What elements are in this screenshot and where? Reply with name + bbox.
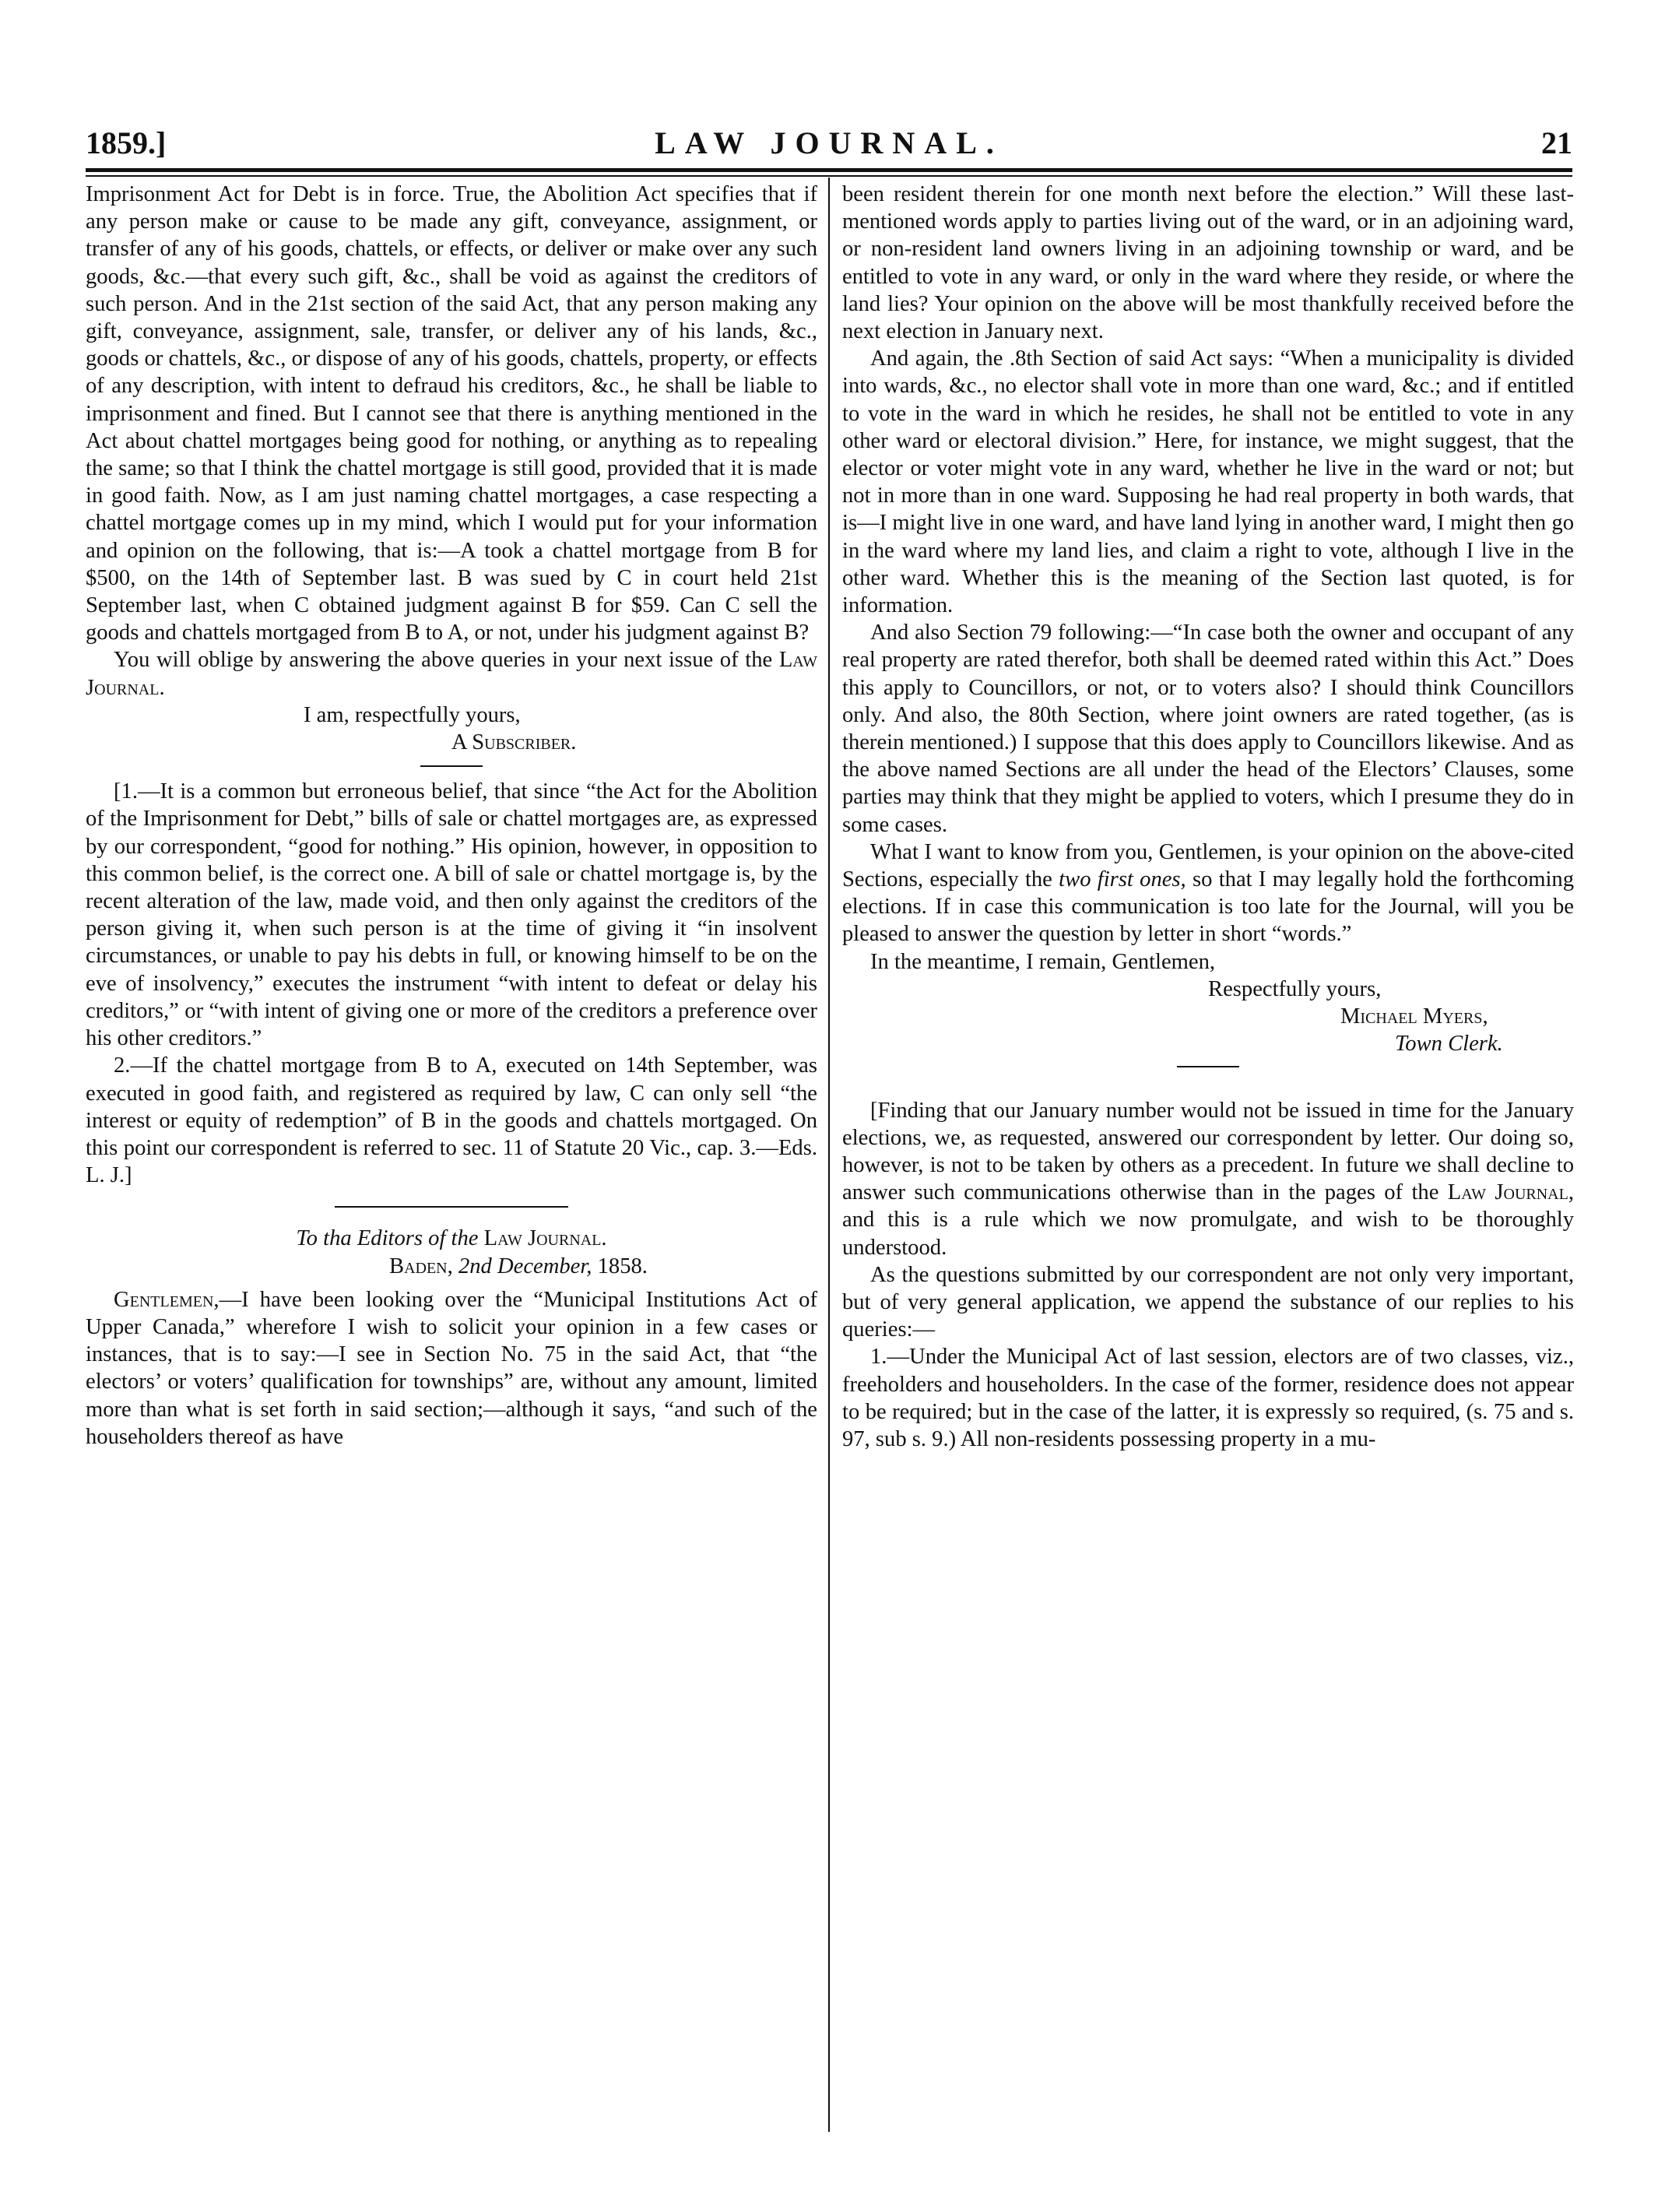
letter2-address-text: To tha Editors of the	[296, 1226, 484, 1251]
separator-rule	[1177, 1066, 1239, 1067]
letter2-dateline	[86, 1253, 817, 1280]
right-column	[842, 181, 1574, 2127]
letter2-body	[86, 1286, 817, 1451]
letter2-address	[86, 1225, 817, 1252]
editors-note-text-a: [Finding that our January number would not be issued in time for the January elections, we, as requested, answered our correspondent by letter. Our doing so, however, is not to be taken by others as a precedent. In future we shall decline to answer such communications otherwise than in the pages of the	[842, 1098, 1574, 1205]
letter1-body: Imprisonment Act for Debt is in force. True, the Abolition Act specifies that if any person make or cause to be made any gift, conveyance, assignment, or transfer of any of his goods, chattels, or effects, or deliver or make over any such goods, &c.—that every such gift, &c., shall be void as against the creditors of such person. And in the 21st section of the said Act, that any person making any gift, conveyance, assignment, sale, transfer, or deliver any of his lands, &c., goods or chattels, &c., or dispose of any of his goods, chattels, property, or effects of any description, with intent to defraud his creditors, &c., he shall be liable to imprisonment and fined. But I cannot see that there is anything mentioned in the Act about chattel mortgages being good for nothing, or anything as to repealing the same; so that I think the chattel mortgage is still good, provided that it is made in good faith. Now, as I am just naming chattel mortgages, a case respecting a chattel mortgage comes up in my mind, which I would put for your information and opinion on the following, that is:—A took a chattel mortgage from B for $500, on the 14th of September last. B was sued by C in court held 21st September last, when C obtained judgment against B for $59. Can C sell the goods and chattels mortgaged from B to A, or not, under his judgment against B?	[86, 182, 817, 645]
left-column	[86, 181, 817, 2127]
header-rule-thin	[86, 175, 1572, 177]
editors-note-text-b: and this is a rule which we now promulgate, and wish to be thoroughly understood.	[842, 1208, 1574, 1260]
header-year: 1859.]	[86, 125, 167, 160]
column-divider	[828, 178, 830, 2132]
editors-reply-1: [1.—It is a common but erroneous belief, that since “the Act for the Abolition of the Imprisonment for Debt,” bills of sale or chattel mortgages are, as expressed by our correspondent, “good for nothing.” His opinion, however, in opposition to this common belief, is the correct one. A bill of sale or chattel mortgage is, by the recent alteration of the law, made void, and then only against the creditors of the person giving it, when such person is at the time of giving it “in insolvent circumstances, or unable to pay his debts in full, or knowing himself to be on the eve of insolvency,” executes the instrument “with intent to defeat or delay his creditors,” or “with intent of giving one or more of the creditors a preference over his other creditors.”	[86, 779, 817, 1051]
letter2-para-request	[842, 839, 1574, 948]
editors-reply-2: 2.—If the chattel mortgage from B to A, executed on 14th September, was executed in good faith, and registered as required by law, C can only sell “the interest or equity of redemption” of B in the goods and chattels mortgaged. On this point our correspondent is referred to sec. 11 of Statute 20 Vic., cap. 3.—Eds. L. J.]	[86, 1053, 817, 1188]
letter2-continued: been resident therein for one month next before the election.” Will these last-mentioned words apply to parties living out of the ward, or in an adjoining ward, or non-resident land owners living in an adjoining township or ward, and be entitled to vote in any ward, or only in the ward where they reside, or where the land lies? Your opinion on the above will be most thankfully received before the next election in January next.	[842, 182, 1574, 344]
separator-rule	[420, 765, 483, 767]
letter2-valediction: Respectfully yours,	[1208, 976, 1382, 1001]
letter1-closing-text: You will oblige by answering the above queries in your next issue of the	[114, 648, 779, 673]
letter2-para-section79: And also Section 79 following:—“In case both the owner and occupant of any real property are rated therefor, both shall be deemed rated within this Act.” Does this apply to Councillors, or not, or to voters also? I should think Councillors only. And also, the 80th Section, where joint owners are rated together, (as is therein mentioned.) I suppose that this does apply to Councillors likewise. And as the above named Sections are all under the head of the Electors’ Clauses, some parties may think that they might be applied to voters, which I presume they do in some cases.	[842, 621, 1574, 837]
editors-note	[842, 1097, 1574, 1261]
section-rule	[335, 1206, 568, 1208]
letter2-signature: Michael Myers,	[1340, 1004, 1488, 1029]
page-number: 21	[1541, 125, 1572, 160]
letter2-meantime: In the meantime, I remain, Gentlemen,	[870, 949, 1216, 974]
editors-reply-municipal: 1.—Under the Municipal Act of last session, electors are of two classes, viz., freeholders and householders. In the case of the former, residence does not appear to be required; but in the case of the latter, it is expressly so required, (s. 75 and s. 97, sub s. 9.) All non-residents possessing property in a mu-	[842, 1345, 1574, 1451]
dateline-date: 2nd December,	[458, 1254, 592, 1278]
letter2-para-section8: And again, the .8th Section of said Act says: “When a municipality is divided into wards, &c., no elector shall vote in more than one ward, &c.; and if entitled to vote in the ward in which he resides, he shall not be entitled to vote in any other ward or electoral division.” Here, for instance, we might suggest, that the elector or voter might vote in any ward, whether he live in the ward or not; but not in more than in one ward. Supposing he had real property in both wards, that is—I might live in one ward, and have land lying in another ward, I might then go in the ward where my land lies, and claim a right to vote, although I live in the other ward. Whether this is the meaning of the Section last quoted, is for information.	[842, 346, 1574, 618]
letter1-valediction: I am, respectfully yours,	[304, 702, 521, 727]
journal-name: Law Journal.	[86, 648, 817, 700]
letter2-signature-title: Town Clerk.	[1395, 1032, 1503, 1057]
journal-name: Law Journal,	[1447, 1180, 1574, 1205]
request-text-b: so that I may legally hold the forthcoming elections. If in case this communication is too late for the Journal, will you be pleased to answer the question by letter in short “words.”	[842, 867, 1574, 947]
journal-name: Law Journal.	[483, 1226, 607, 1251]
running-header	[86, 125, 1572, 171]
letter1-closing	[86, 646, 817, 701]
letter2-salutation: Gentlemen,	[114, 1287, 220, 1312]
letter1-signature: A Subscriber.	[451, 730, 577, 755]
letter2-body-text: —I have been looking over the “Municipal Institutions Act of Upper Canada,” wherefore I wish to solicit your opinion in a few cases or instances, that is to say:—I see in Section No. 75 in the said Act, that “the electors’ or voters’ qualification for townships” are, without any amount, limited more than what is set forth in said section;—although it says, “and such of the householders thereof as have	[86, 1287, 817, 1449]
request-text-a: What I want to know from you, Gentlemen, is your opinion on the above-cited Sections, especially the	[842, 839, 1574, 892]
header-rule-thick	[86, 168, 1572, 172]
dateline-year: 1858.	[597, 1254, 648, 1278]
request-emphasis: two first ones,	[1059, 867, 1186, 892]
journal-title: LAW JOURNAL.	[655, 125, 1003, 160]
dateline-place: Baden,	[389, 1254, 453, 1278]
editors-append: As the questions submitted by our correspondent are not only very important, but of very general application, we append the substance of our replies to his queries:—	[842, 1262, 1574, 1342]
